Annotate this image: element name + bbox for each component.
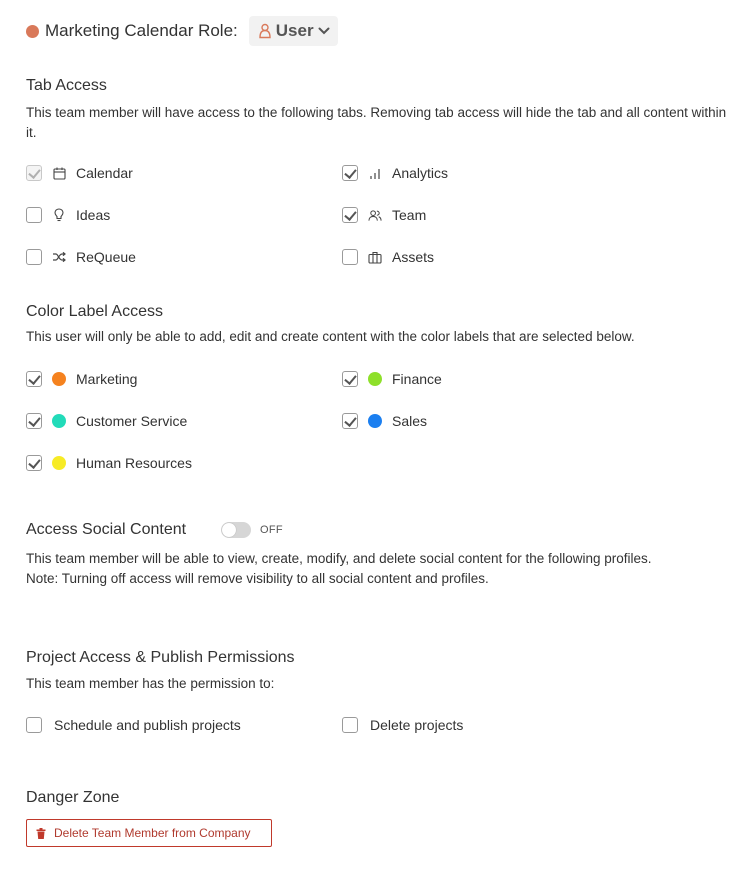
color-option-marketing [26,369,137,389]
calendar-icon [52,166,66,180]
color-option-human-resources [26,453,192,473]
danger-zone-title: Danger Zone [26,789,120,806]
project-option-delete [342,715,463,735]
color-label: Marketing [76,371,138,387]
tab-option-calendar [26,163,133,183]
finance-checkbox[interactable] [342,371,358,387]
social-title: Access Social Content [26,521,187,538]
color-label: Finance [392,371,442,387]
team-checkbox[interactable] [342,207,358,223]
role-row [26,16,338,46]
project-option-label: Delete projects [370,717,464,733]
project-title: Project Access & Publish Permissions [26,649,295,666]
ideas-checkbox[interactable] [26,207,42,223]
marketing-checkbox[interactable] [26,371,42,387]
role-color-dot [26,25,39,38]
role-label: Marketing Calendar Role: [45,21,238,40]
color-dot [52,414,66,428]
social-description-line-1: This team member will be able to view, create, modify, and delete social content for the following profiles. [26,551,652,566]
tab-access-description: This team member will have access to the following tabs. Removing tab access will hide the tab and all content within it. [26,105,727,140]
role-value: User [275,21,314,40]
people-icon [368,208,382,222]
shuffle-icon [52,250,66,264]
color-option-finance [342,369,442,389]
tab-label: Ideas [76,207,111,223]
briefcase-icon [368,250,382,264]
requeue-checkbox[interactable] [26,249,42,265]
color-option-customer-service [26,411,187,431]
color-label: Human Resources [76,455,192,471]
sales-checkbox[interactable] [342,413,358,429]
delete-team-member-button[interactable] [26,819,272,847]
chevron-down-icon [318,27,330,35]
color-label-description: This user will only be able to add, edit and create content with the color labels that are selected below. [26,329,635,344]
social-access-toggle[interactable] [221,522,251,538]
customer-service-checkbox[interactable] [26,413,42,429]
tab-label: Analytics [392,165,449,181]
color-label-title: Color Label Access [26,303,163,320]
trash-icon [36,828,46,839]
analytics-checkbox[interactable] [342,165,358,181]
color-dot [368,372,382,386]
bar-chart-icon [368,166,382,180]
user-icon [259,23,271,39]
tab-label: Assets [392,249,435,265]
assets-checkbox[interactable] [342,249,358,265]
tab-label: Team [392,207,427,223]
toggle-knob [222,523,236,537]
project-option-label: Schedule and publish projects [54,717,241,733]
color-dot [52,372,66,386]
project-option-schedule [26,715,241,735]
tab-label: Calendar [76,165,133,181]
schedule-publish-checkbox[interactable] [26,717,42,733]
color-label: Customer Service [76,413,188,429]
tab-option-requeue [26,247,136,267]
color-dot [52,456,66,470]
tab-access-title: Tab Access [26,77,107,94]
tab-option-ideas [26,205,110,225]
social-description [26,549,732,589]
color-label: Sales [392,413,428,429]
delete-button-label: Delete Team Member from Company [54,826,251,840]
project-description: This team member has the permission to: [26,676,275,691]
social-description-line-2: Note: Turning off access will remove visibility to all social content and profiles. [26,571,489,586]
tab-option-analytics [342,163,448,183]
human-resources-checkbox[interactable] [26,455,42,471]
lightbulb-icon [52,208,66,222]
tab-label: ReQueue [76,249,136,265]
role-select[interactable] [249,16,338,46]
toggle-state-label: OFF [260,524,283,536]
color-option-sales [342,411,427,431]
color-dot [368,414,382,428]
delete-projects-checkbox[interactable] [342,717,358,733]
tab-option-assets [342,247,434,267]
tab-option-team [342,205,426,225]
calendar-checkbox[interactable] [26,165,42,181]
